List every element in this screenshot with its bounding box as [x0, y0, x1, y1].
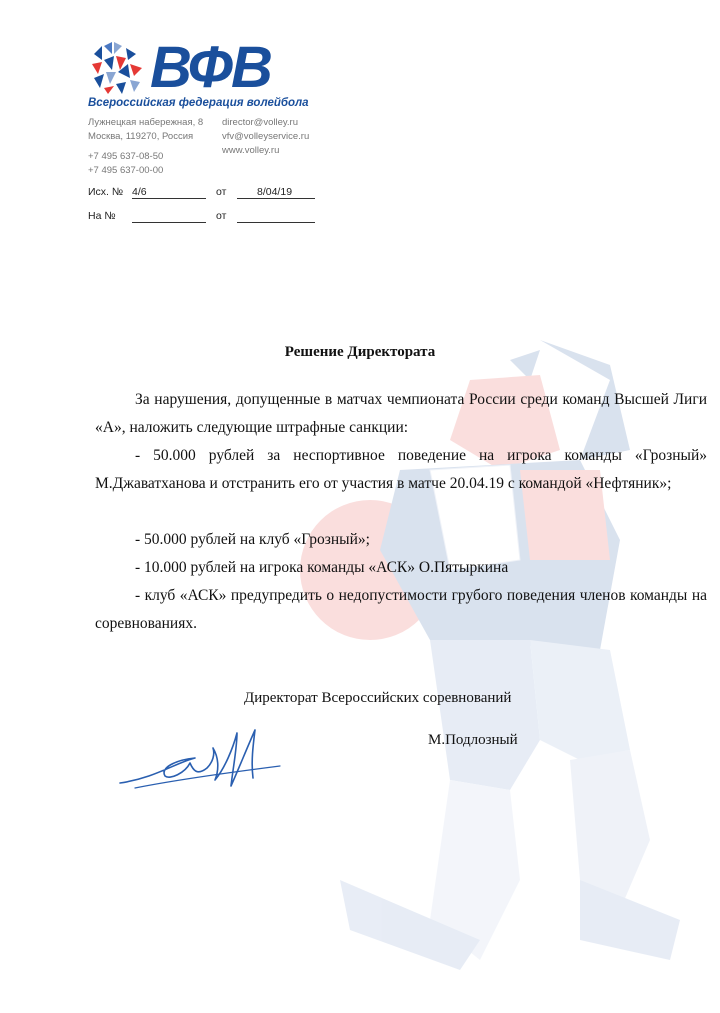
sanction-item-1: - 50.000 рублей за неспортивное поведение на игрока команды «Грозный» М.Джаватханова и отстранить его от участия в матче 20.04.19 с командой «Нефтяник»;: [95, 447, 707, 492]
phone-2: +7 495 637-00-00: [88, 165, 164, 176]
handwritten-signature: [115, 718, 290, 798]
sanction-item-2: - 50.000 рублей на клуб «Грозный»;: [135, 531, 370, 548]
sanction-item-3: - 10.000 рублей на игрока команды «АСК» О.Пятыркина: [135, 559, 509, 576]
address-line-2: Москва, 119270, Россия: [88, 131, 194, 142]
address-line-1: Лужнецкая набережная, 8: [88, 117, 204, 128]
incoming-date-line: [237, 210, 315, 223]
logo-text: ВФВ: [150, 35, 271, 100]
website: www.volley.ru: [222, 145, 280, 156]
email-1: director@volley.ru: [222, 117, 298, 128]
email-2: vfv@volleyservice.ru: [222, 131, 310, 142]
incoming-from-label: от: [216, 210, 227, 222]
sanction-item-4: - клуб «АСК» предупредить о недопустимости грубого поведения членов команды на соревнованиях.: [95, 587, 707, 632]
outgoing-from-label: от: [216, 186, 227, 198]
contact-block: [222, 116, 309, 158]
outgoing-ref-label: Исх. №: [88, 186, 124, 198]
incoming-date-field: [237, 210, 315, 226]
outgoing-date-field: [237, 186, 315, 199]
incoming-ref-label: На №: [88, 210, 116, 222]
phone-1: +7 495 637-08-50: [88, 151, 164, 162]
incoming-number-line: [132, 210, 206, 223]
document-title: Решение Директората: [284, 344, 436, 360]
outgoing-number-field: [132, 186, 206, 199]
outgoing-date: 8/04/19: [237, 186, 315, 199]
organization-name: Всероссийская федерация волейбола: [88, 97, 309, 109]
address-block: [88, 116, 203, 178]
incoming-number-field: [132, 210, 206, 226]
signatory-name: М.Подлозный: [428, 732, 518, 748]
intro-paragraph: За нарушения, допущенные в матчах чемпионата России среди команд Высшей Лиги «А», наложить следующие штрафные санкции:: [95, 391, 707, 436]
outgoing-number: 4/6: [132, 186, 206, 199]
vfv-logo-icon: [90, 40, 146, 96]
signatory-organization: Директорат Всероссийских соревнований: [244, 690, 512, 706]
